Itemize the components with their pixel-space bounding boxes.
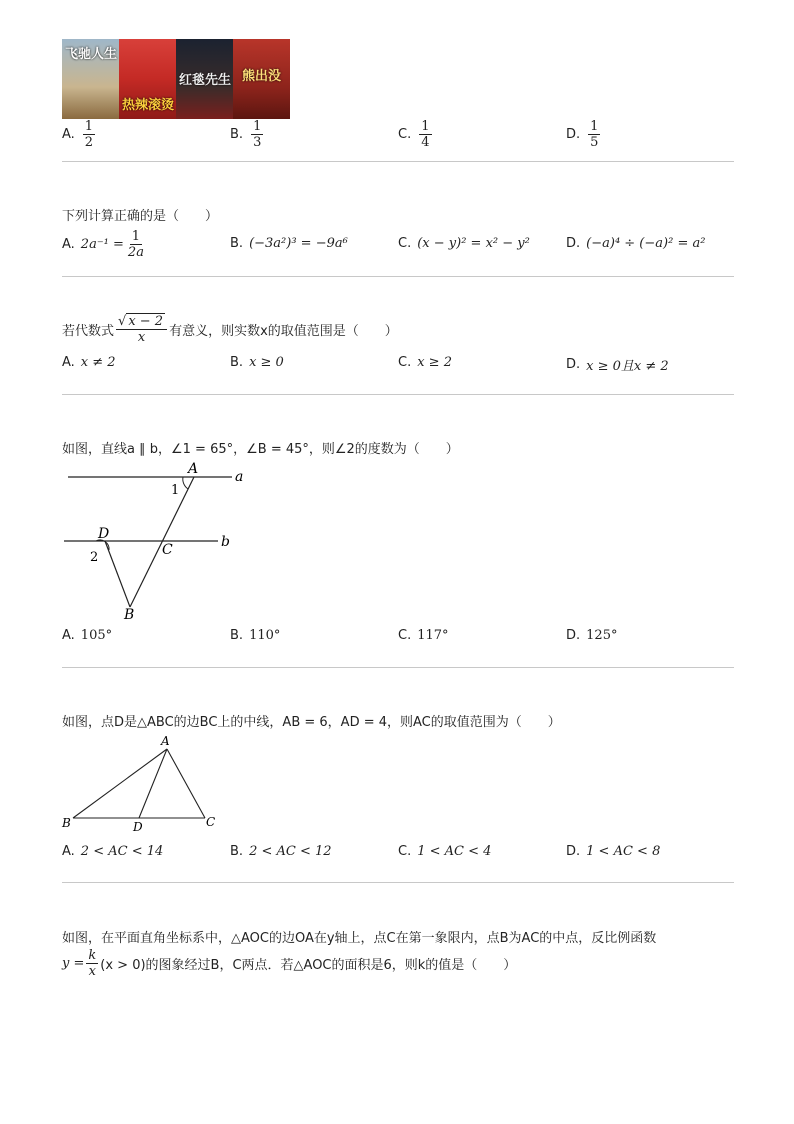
q5-figure [60, 732, 220, 836]
q1-option-a[interactable]: A. $\frac{1}{2}$ [62, 119, 94, 150]
q5-option-a[interactable]: A. 2 < AC < 14 [62, 844, 164, 859]
q5-option-b[interactable]: B. 2 < AC < 12 [230, 844, 332, 859]
label-B: B [124, 607, 135, 622]
q4-figure [60, 460, 260, 622]
q6-stem-line1: 如图，在平面直角坐标系中，△AOC的边OA在y轴上，点C在第一象限内，点B为AC的中点，反比例函数 [62, 931, 657, 946]
label-D: D [98, 526, 110, 542]
poster-3 [176, 39, 233, 119]
poster-1 [62, 39, 119, 119]
label-1: 1 [171, 483, 180, 498]
q2-option-a-frac: $\frac{1}{2a}$ [127, 229, 144, 260]
q2-option-d[interactable]: D. (−a)⁴ ÷ (−a)² = a² [566, 236, 706, 251]
q3-option-d[interactable]: D. x ≥ 0且x ≠ 2 [566, 357, 669, 374]
divider [62, 161, 734, 162]
poster-1-title: 飞驰人生 [65, 47, 118, 62]
divider [62, 882, 734, 883]
q1-option-d[interactable]: D. $\frac{1}{5}$ [566, 119, 599, 150]
q5-option-c[interactable]: C. 1 < AC < 4 [398, 844, 492, 859]
divider [62, 394, 734, 395]
label-C: C [206, 815, 216, 829]
q4-option-d[interactable]: D. 125° [566, 628, 618, 643]
q4-stem: 如图，直线a ∥ b，∠1 = 65°，∠B = 45°，则∠2的度数为（ ） [62, 442, 459, 457]
label-b: b [221, 534, 230, 550]
q3-option-a[interactable]: A. x ≠ 2 [62, 355, 116, 370]
side-ac [167, 749, 205, 818]
q3-radical-fraction: $\frac{√ x - 2}{x}$ [116, 313, 167, 345]
label-a: a [235, 469, 244, 485]
q1-option-b[interactable]: B. $\frac{1}{3}$ [230, 119, 262, 150]
q3-stem: 若代数式 $\frac{√ x - 2}{x}$ 有意义，则实数x的取值范围是（ ） [62, 314, 398, 345]
label-A: A [161, 734, 170, 748]
q1-option-c[interactable]: C. $\frac{1}{4}$ [398, 119, 430, 150]
q4-option-a[interactable]: A. 105° [62, 628, 113, 643]
label-2: 2 [90, 550, 99, 565]
q5-stem: 如图，点D是△ABC的边BC上的中线，AB = 6，AD = 4，则AC的取值范围为（ ） [62, 715, 561, 730]
angle-1-arc [183, 477, 188, 489]
divider [62, 276, 734, 277]
line-db [105, 541, 130, 607]
poster-2 [119, 39, 176, 119]
q6-stem-line2: y = $\frac{k}{x}$ (x > 0)的图象经过B，C两点．若△AOC的面积是6，则k的值是（ ） [62, 948, 517, 979]
q1-option-a-frac: $\frac{1}{2}$ [84, 119, 94, 150]
q1-option-b-frac: $\frac{1}{3}$ [253, 119, 262, 150]
label-B: B [62, 816, 71, 830]
q5-option-d[interactable]: D. 1 < AC < 8 [566, 844, 661, 859]
q1-option-d-frac: $\frac{1}{5}$ [590, 119, 599, 150]
label-C: C [162, 542, 173, 558]
q2-option-a[interactable]: A. 2a⁻¹ = $\frac{1}{2a}$ [62, 229, 144, 260]
poster-4-title: 熊出没 [241, 69, 281, 84]
poster-3-title: 红毯先生 [179, 73, 232, 88]
movie-posters-image [62, 39, 290, 119]
q2-option-b[interactable]: B. (−3a²)³ = −9a⁶ [230, 236, 348, 251]
divider [62, 667, 734, 668]
q2-option-c[interactable]: C. (x − y)² = x² − y² [398, 236, 530, 251]
poster-2-title: 热辣滚烫 [122, 98, 175, 113]
q1-option-c-frac: $\frac{1}{4}$ [421, 119, 430, 150]
q3-option-c[interactable]: C. x ≥ 2 [398, 355, 452, 370]
q3-option-b[interactable]: B. x ≥ 0 [230, 355, 284, 370]
q2-stem: 下列计算正确的是（ ） [62, 209, 219, 224]
label-D: D [133, 820, 143, 834]
q4-option-b[interactable]: B. 110° [230, 628, 281, 643]
poster-4 [233, 39, 290, 119]
q4-option-c[interactable]: C. 117° [398, 628, 449, 643]
q6-fraction: $\frac{k}{x}$ [88, 948, 97, 979]
label-A: A [188, 461, 199, 477]
